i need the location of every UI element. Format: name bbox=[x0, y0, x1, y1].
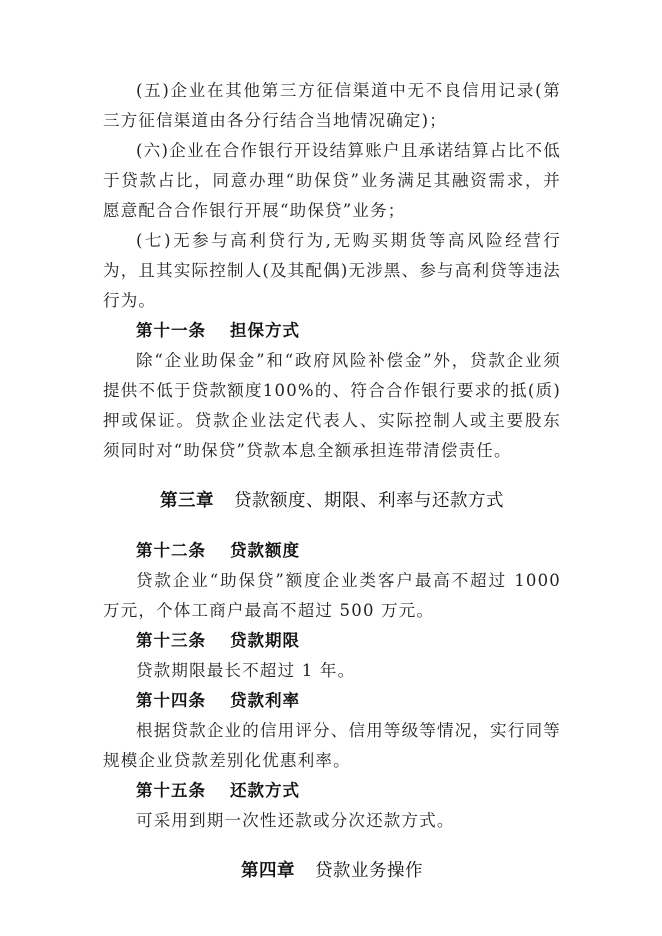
chapter-title: 贷款业务操作 bbox=[315, 861, 423, 881]
article-15-body: 可采用到期一次性还款或分次还款方式。 bbox=[136, 811, 455, 830]
chapter-number: 第四章 bbox=[241, 861, 295, 881]
article-14-heading bbox=[103, 686, 561, 716]
article-12-heading bbox=[103, 536, 561, 566]
article-11-body: 除“企业助保金”和“政府风险补偿金”外，贷款企业须提供不低于贷款额度100%的、符合合作银行要求的抵(质)押或保证。贷款企业法定代表人、实际控制人或主要股东须同时对“助保贷”贷款本息全额承担连带清偿责任。 bbox=[103, 351, 561, 460]
chapter-title: 贷款额度、期限、利率与还款方式 bbox=[234, 491, 504, 511]
article-title: 贷款额度 bbox=[230, 541, 300, 560]
article-title: 还款方式 bbox=[230, 781, 300, 800]
article-number: 第十四条 bbox=[136, 691, 206, 710]
article-11-heading bbox=[103, 316, 561, 346]
paragraph-item-6: (六)企业在合作银行开设结算账户且承诺结算占比不低于贷款占比，同意办理“助保贷”业务满足其融资需求，并愿意配合合作银行开展“助保贷”业务； bbox=[103, 141, 561, 220]
article-15-heading bbox=[103, 776, 561, 806]
chapter-number: 第三章 bbox=[160, 491, 214, 511]
article-number: 第十五条 bbox=[136, 781, 206, 800]
chapter-4-heading bbox=[103, 856, 561, 886]
article-13-body: 贷款期限最长不超过 1 年。 bbox=[136, 661, 356, 680]
paragraph-item-5: (五)企业在其他第三方征信渠道中无不良信用记录(第三方征信渠道由各分行结合当地情况确定)； bbox=[103, 81, 561, 130]
article-number: 第十三条 bbox=[136, 631, 206, 650]
chapter-3-heading bbox=[103, 486, 561, 516]
article-title: 贷款利率 bbox=[230, 691, 300, 710]
article-number: 第十二条 bbox=[136, 541, 206, 560]
document-page bbox=[103, 76, 561, 886]
article-number: 第十一条 bbox=[136, 321, 206, 340]
article-13-heading bbox=[103, 626, 561, 656]
article-14-body: 根据贷款企业的信用评分、信用等级等情况，实行同等规模企业贷款差别化优惠利率。 bbox=[103, 721, 561, 770]
paragraph-item-7: (七)无参与高利贷行为,无购买期货等高风险经营行为，且其实际控制人(及其配偶)无涉黑、参与高利贷等违法行为。 bbox=[103, 231, 561, 310]
article-title: 贷款期限 bbox=[230, 631, 300, 650]
article-title: 担保方式 bbox=[230, 321, 300, 340]
article-12-body: 贷款企业“助保贷”额度企业类客户最高不超过 1000 万元，个体工商户最高不超过 500 万元。 bbox=[103, 571, 561, 620]
